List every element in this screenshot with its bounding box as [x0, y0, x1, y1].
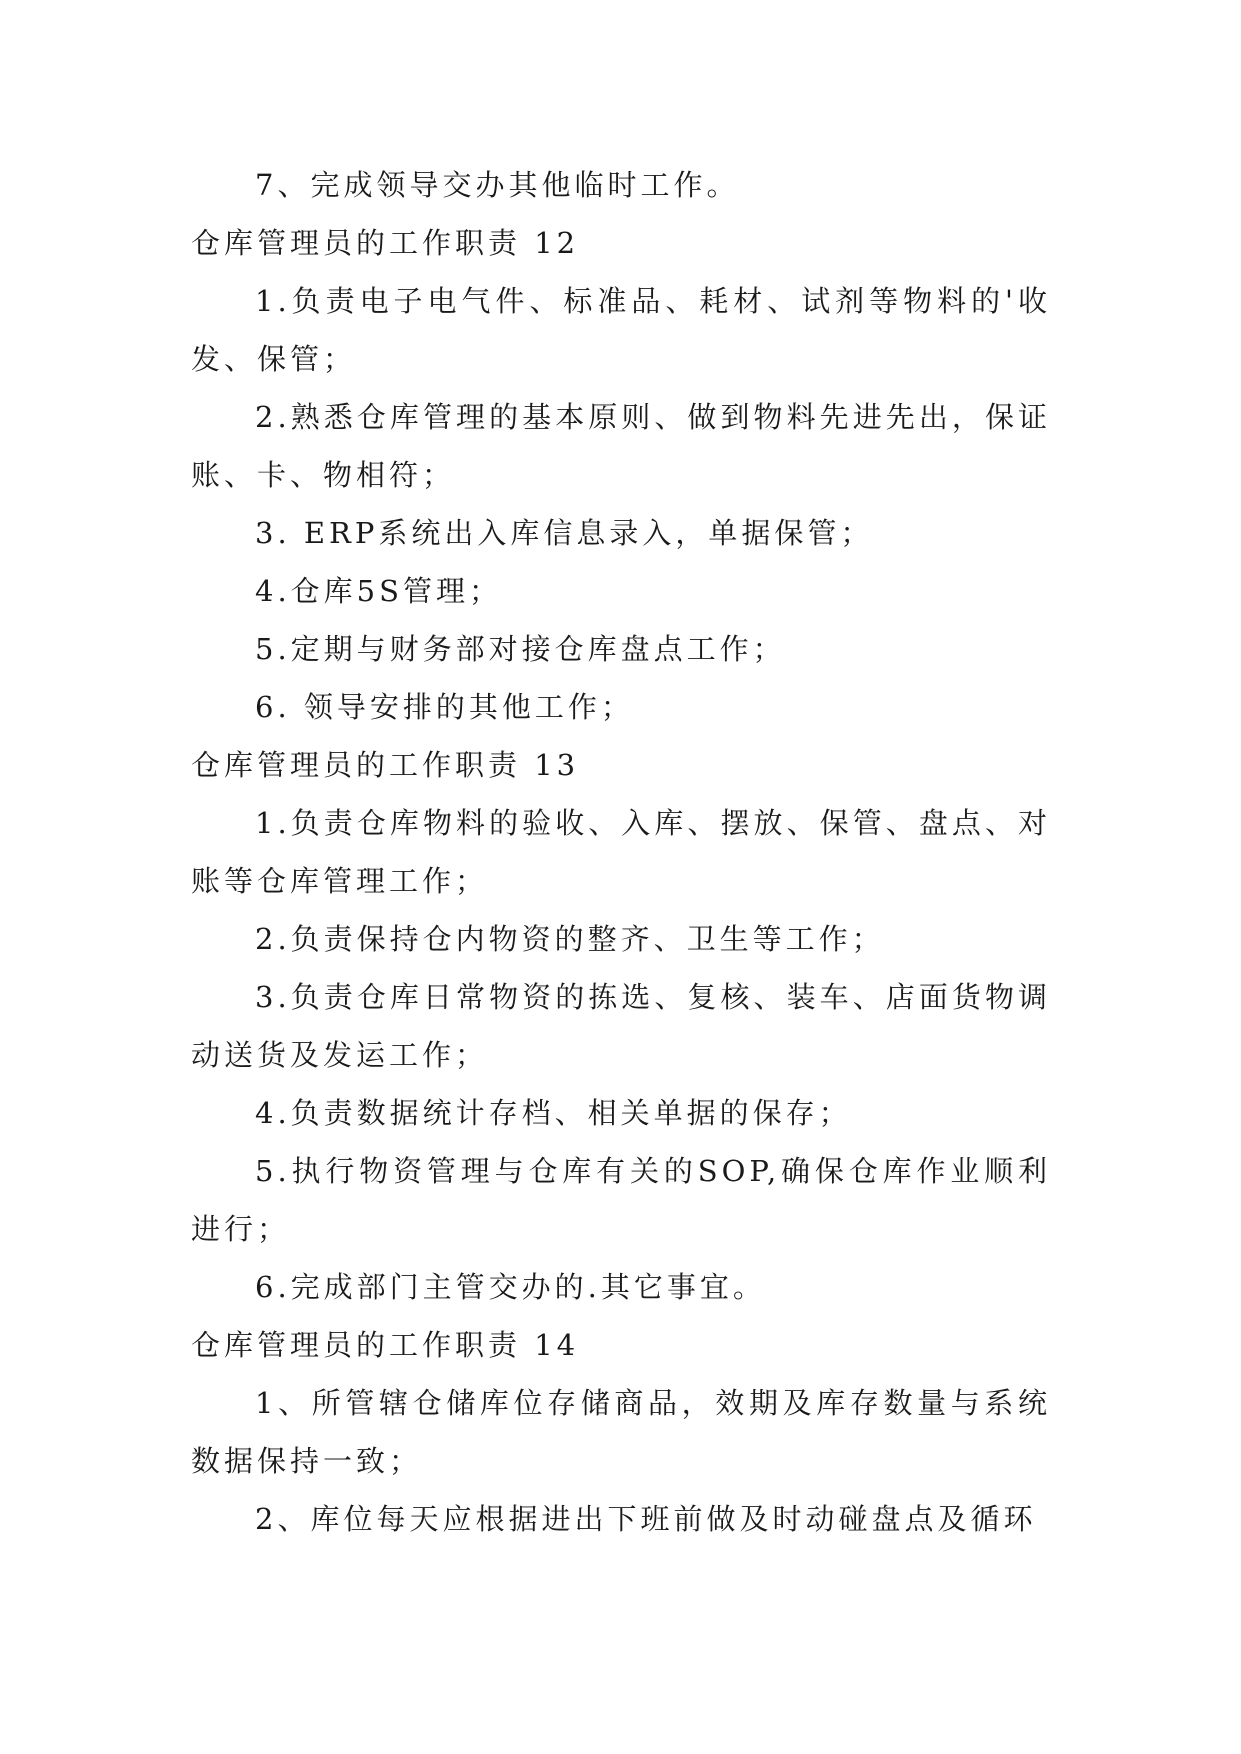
section-12 [191, 214, 1051, 736]
section-13 [191, 736, 1051, 1316]
document-body [191, 156, 1051, 1548]
list-item: 2.熟悉仓库管理的基本原则、做到物料先进先出，保证账、卡、物相符； [191, 400, 1051, 492]
list-item: 1.负责电子电气件、标准品、耗材、试剂等物料的'收发、保管； [191, 284, 1051, 376]
list-item: 5.执行物资管理与仓库有关的SOP,确保仓库作业顺利进行； [191, 1154, 1051, 1246]
list-item: 6.完成部门主管交办的.其它事宜。 [255, 1270, 766, 1304]
section-heading: 仓库管理员的工作职责 12 [191, 226, 580, 260]
list-item: 4.仓库5S管理； [255, 574, 502, 608]
list-item: 1.负责仓库物料的验收、入库、摆放、保管、盘点、对账等仓库管理工作； [191, 806, 1051, 898]
list-item: 1、所管辖仓储库位存储商品，效期及库存数量与系统数据保持一致； [191, 1386, 1051, 1478]
section-heading: 仓库管理员的工作职责 13 [191, 748, 580, 782]
section-14 [191, 1316, 1051, 1548]
list-item: 7、完成领导交办其他临时工作。 [255, 168, 740, 202]
list-item: 3.负责仓库日常物资的拣选、复核、装车、店面货物调动送货及发运工作； [191, 980, 1051, 1072]
list-item: 2、库位每天应根据进出下班前做及时动碰盘点及循环 [255, 1502, 1037, 1536]
list-item: 5.定期与财务部对接仓库盘点工作； [255, 632, 786, 666]
list-item: 3. ERP系统出入库信息录入，单据保管； [255, 516, 874, 550]
list-item: 6. 领导安排的其他工作； [255, 690, 634, 724]
list-item: 4.负责数据统计存档、相关单据的保存； [255, 1096, 852, 1130]
list-item: 2.负责保持仓内物资的整齐、卫生等工作； [255, 922, 885, 956]
section-heading: 仓库管理员的工作职责 14 [191, 1328, 580, 1362]
